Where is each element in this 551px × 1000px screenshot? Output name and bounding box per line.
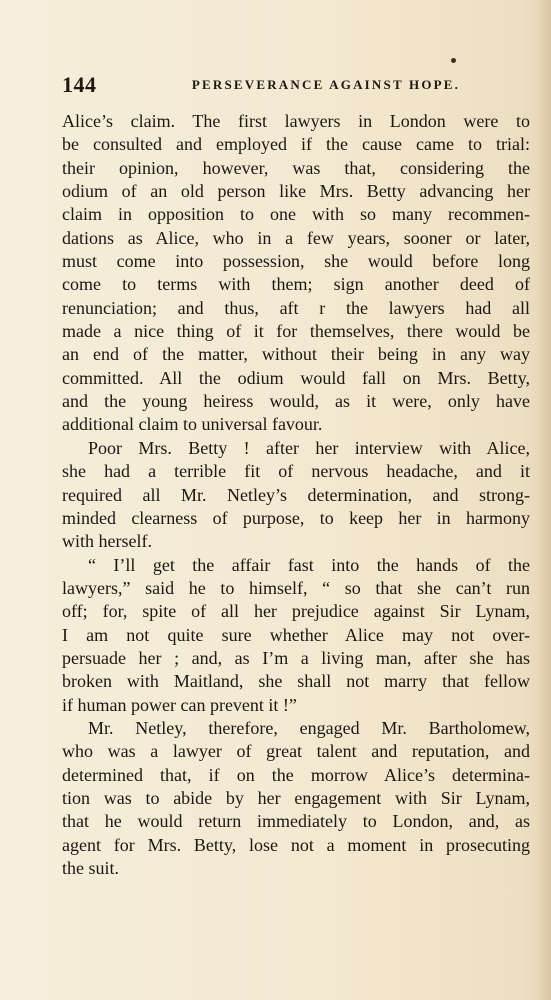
text-line: come to terms with them; sign another deed of bbox=[62, 274, 530, 295]
page-header bbox=[62, 72, 530, 98]
text-line: she had a terrible fit of nervous headache, and it bbox=[62, 461, 530, 482]
text-line: if human power can prevent it !” bbox=[62, 694, 297, 715]
text-line: with herself. bbox=[62, 531, 152, 552]
text-line: claim in opposition to one with so many recommen- bbox=[62, 204, 530, 225]
text-line: their opinion, however, was that, considering the bbox=[62, 157, 530, 178]
text-line: Alice’s claim. The first lawyers in London were to bbox=[62, 111, 530, 131]
text-line: additional claim to universal favour. bbox=[62, 414, 323, 435]
text-line: agent for Mrs. Betty, lose not a moment in prosecuting bbox=[62, 834, 530, 855]
text-line: and the young heiress would, as it were, only have bbox=[62, 391, 530, 412]
text-line: Poor Mrs. Betty ! after her interview with Alice, bbox=[88, 437, 530, 458]
text-line: determined that, if on the morrow Alice’s determina- bbox=[62, 764, 530, 785]
text-line: an end of the matter, without their being in any way bbox=[62, 344, 530, 365]
text-line: I am not quite sure whether Alice may not over- bbox=[62, 624, 530, 645]
text-line: the suit. bbox=[62, 858, 119, 878]
running-title: PERSEVERANCE AGAINST HOPE. bbox=[191, 77, 461, 92]
text-line: broken with Maitland, she shall not marry that fellow bbox=[62, 671, 530, 692]
ink-dot bbox=[451, 58, 456, 63]
text-line: committed. All the odium would fall on Mrs. Betty, bbox=[62, 367, 530, 388]
text-line: lawyers,” said he to himself, “ so that she can’t run bbox=[62, 577, 530, 598]
text-line: must come into possession, she would before long bbox=[62, 251, 530, 272]
text-line: be consulted and employed if the cause came to trial: bbox=[62, 134, 530, 155]
text-line: off; for, spite of all her prejudice against Sir Lynam, bbox=[62, 601, 530, 622]
text-line: “ I’ll get the affair fast into the hands of the bbox=[88, 554, 530, 575]
text-line: odium of an old person like Mrs. Betty advancing her bbox=[62, 181, 530, 202]
page-number: 144 bbox=[62, 72, 97, 97]
text-line: made a nice thing of it for themselves, there would be bbox=[62, 321, 530, 342]
text-line: tion was to abide by her engagement with Sir Lynam, bbox=[62, 787, 530, 808]
page-edge-shadow bbox=[537, 0, 551, 1000]
body-text bbox=[62, 110, 530, 880]
text-line: minded clearness of purpose, to keep her in harmony bbox=[62, 507, 530, 528]
text-line: persuade her ; and, as I’m a living man, after she has bbox=[62, 647, 530, 668]
text-line: renunciation; and thus, aft r the lawyers had all bbox=[62, 297, 530, 318]
text-line: Mr. Netley, therefore, engaged Mr. Bartholomew, bbox=[88, 717, 530, 738]
text-line: that he would return immediately to London, and, as bbox=[62, 811, 530, 832]
text-line: who was a lawyer of great talent and reputation, and bbox=[62, 741, 530, 762]
text-line: required all Mr. Netley’s determination, and strong- bbox=[62, 484, 530, 505]
text-line: dations as Alice, who in a few years, sooner or later, bbox=[62, 227, 530, 248]
